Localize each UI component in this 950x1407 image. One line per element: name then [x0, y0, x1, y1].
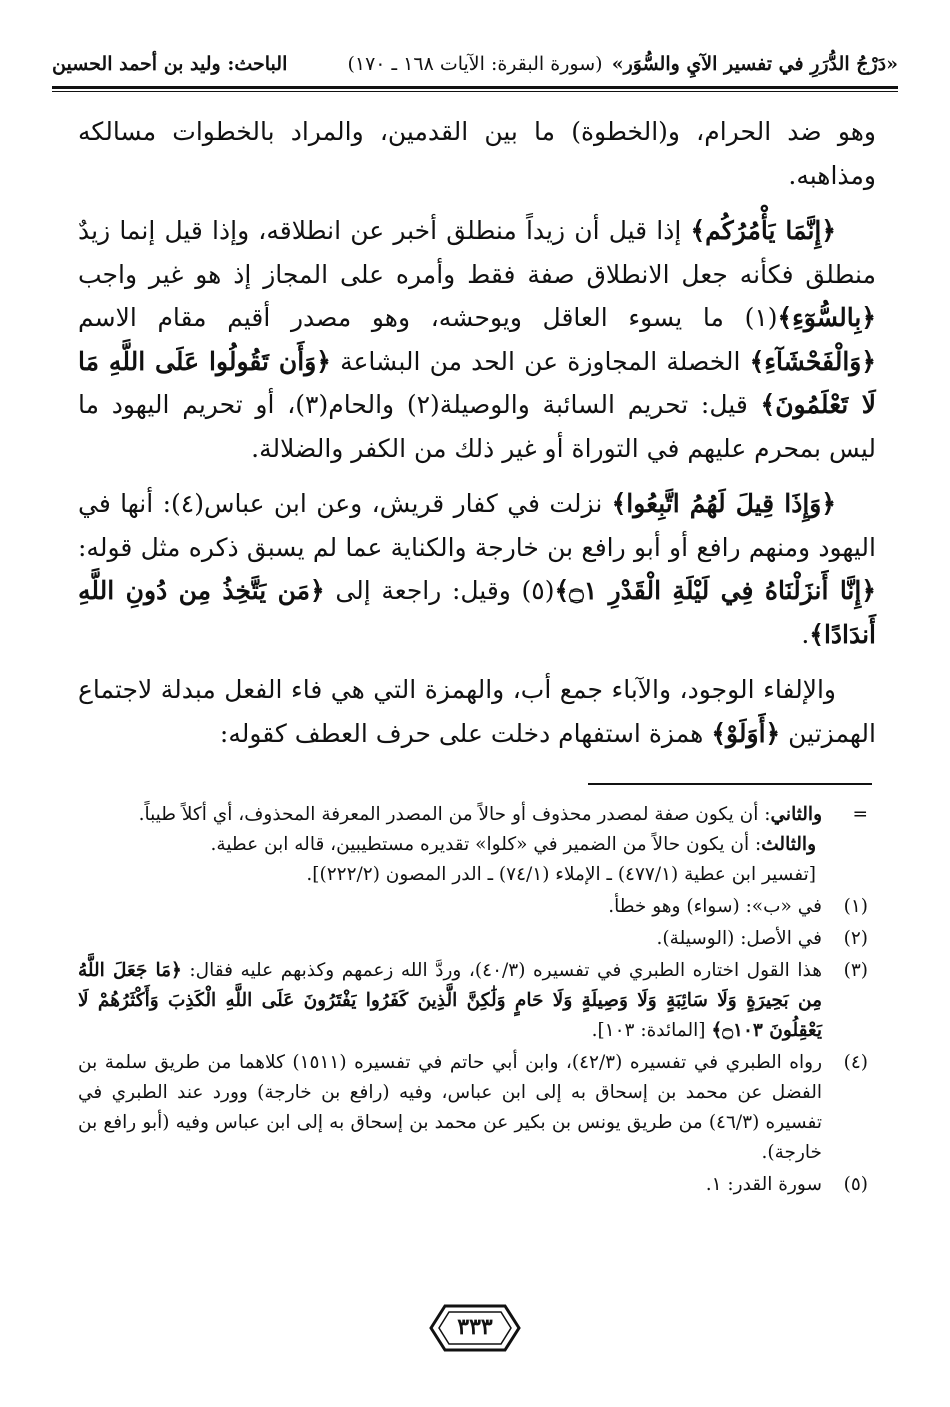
- quran-quote: ﴿مَن يَتَّخِذُ مِن دُونِ اللَّهِ أَندَادًا﴾: [78, 576, 876, 649]
- continuation-mark: =: [852, 804, 868, 825]
- footnote-4: [78, 1048, 868, 1168]
- header-rule: [52, 86, 898, 89]
- header-rule-thin: [52, 91, 898, 92]
- footnote-continuation: [78, 800, 868, 890]
- footnote-2: [78, 924, 868, 954]
- page-number-ornament: [425, 1300, 525, 1356]
- footnote-marker: (٤): [843, 1052, 868, 1073]
- page-number: ٣٣٣: [457, 1314, 493, 1340]
- footnote-1: [78, 892, 868, 922]
- footnote-text: : أن يكون صفة لمصدر محذوف أو حالاً من المصدر المعرفة المحذوف، أي أكلاً طيباً.: [138, 804, 771, 825]
- paragraph-3: [78, 482, 876, 656]
- book-title: «دَرْجُ الدُّرَرِ في تفسير الآيِ والسُّوَر»: [611, 53, 898, 75]
- quran-quote: ﴿وَإِذَا قِيلَ لَهُمُ اتَّبِعُوا﴾: [611, 489, 836, 518]
- paragraph-1: وهو ضد الحرام، و(الخطوة) ما بين القدمين، والمراد بالخطوات مسالكه ومذاهبه.: [78, 117, 876, 190]
- text-run: الخصلة المجاوزة عن الحد من البشاعة: [330, 346, 750, 376]
- text-run: .: [801, 619, 810, 649]
- author-name: الباحث: وليد بن أحمد الحسين: [52, 53, 288, 75]
- main-text: [78, 110, 876, 767]
- footnotes: [78, 800, 868, 1202]
- quran-quote: ﴿بِالسُّوٓءِ﴾: [777, 303, 876, 332]
- footnote-text: رواه الطبري في تفسيره (٤٢/٣)، وابن أبي حاتم في تفسيره (١٥١١) كلاهما من طريق سلمة بن الفضل عن محمد بن إسحاق به إلى ابن عباس، وفيه (رافع بن خارجة) وورد عند الطبري في تفسيره (٤٦/٣) من طريق يونس بن بكير عن محمد بن إسحاق به إلى ابن عباس وفيه (أبو رافع بن خارجة).: [78, 1052, 823, 1163]
- footnote-marker: (٣): [843, 960, 868, 981]
- footnote-references: [تفسير ابن عطية (٤٧٧/١) ـ الإملاء (٧٤/١) ـ الدر المصون (٢٢٢/٢)].: [306, 864, 816, 885]
- footnote-marker: (٥): [843, 1174, 868, 1195]
- footnote-text: هذا القول اختاره الطبري في تفسيره (٤٠/٣)، وردَّ الله زعمهم وكذبهم عليه فقال:: [181, 960, 822, 981]
- footnote-marker: (٢): [843, 928, 868, 949]
- quran-reference: [المائدة: ١٠٣].: [591, 1020, 712, 1041]
- footnote-5: [78, 1170, 868, 1200]
- text-run: قيل: تحريم السائبة والوصيلة(٢) والحام(٣)، أو تحريم اليهود ما ليس بمحرم عليهم في التوراة أو غير ذلك من الكفر والضلالة.: [78, 390, 876, 463]
- footnote-text: : أن يكون حالاً من الضمير في «كلوا» تقديره مستطيبين، قاله ابن عطية.: [210, 834, 762, 855]
- quran-quote: ﴿وَأَن تَقُولُوا عَلَى اللَّهِ مَا لَا تَعْلَمُونَ﴾: [78, 346, 876, 419]
- footnote-text: في «ب»: (سواء) وهو خطأ.: [608, 896, 822, 917]
- footnote-separator: [588, 783, 872, 785]
- running-header: [52, 46, 898, 82]
- paragraph-2: [78, 209, 876, 470]
- quran-quote: ﴿مَا جَعَلَ اللَّهُ مِن بَحِيرَةٍ وَلَا سَائِبَةٍ وَلَا وَصِيلَةٍ وَلَا حَامٍ وَلَٰكِنَّ الَّذِينَ كَفَرُوا يَفْتَرُونَ عَلَى اللَّهِ الْكَذِبَ وَأَكْثَرُهُمْ لَا يَعْقِلُونَ ۝١٠٣﴾: [78, 960, 822, 1041]
- text-run: (١) ما يسوء العاقل ويوحشه، وهو مصدر أقيم مقام الاسم: [78, 303, 778, 332]
- text-run: والإلفاء الوجود، والآباء جمع أب، والهمزة التي هي فاء الفعل مبدلة لاجتماع الهمزتين: [78, 675, 876, 748]
- footnote-3: [78, 956, 868, 1046]
- footnote-text: في الأصل: (الوسيلة).: [656, 928, 822, 949]
- footnote-text: سورة القدر: ١.: [705, 1174, 822, 1195]
- quran-quote: ﴿إِنَّمَا يَأْمُرُكُم﴾: [690, 216, 836, 245]
- footnote-label: والثاني: [770, 804, 822, 825]
- footnote-label: والثالث: [761, 834, 816, 855]
- quran-quote: ﴿وَالْفَحْشَآءِ﴾: [749, 346, 876, 376]
- footnote-marker: (١): [843, 896, 868, 917]
- text-run: إذا قيل أن زيداً منطلق أخبر عن انطلاقه، وإذا قيل إنما زيدٌ منطلق فكأنه جعل الانطلاق صفة فقط وأمره على المجاز إذ هو غير واجب: [78, 216, 876, 289]
- text-run: (٥) وقيل: راجعة إلى: [324, 576, 555, 605]
- text-run: همزة استفهام دخلت على حرف العطف كقوله:: [219, 718, 712, 748]
- quran-quote: ﴿أَوَلَوْ﴾: [711, 718, 781, 748]
- text-run: نزلت في كفار قريش، وعن ابن عباس(٤): أنها في اليهود ومنهم رافع أو أبو رافع بن خارجة والكناية عما لم يسبق ذكره مثل قوله:: [78, 489, 876, 562]
- paragraph-4: [78, 668, 876, 755]
- surah-range: (سورة البقرة: الآيات ١٦٨ ـ ١٧٠): [347, 53, 603, 75]
- quran-quote: ﴿إِنَّا أَنزَلْنَاهُ فِي لَيْلَةِ الْقَدْرِ ۝١﴾: [554, 576, 876, 605]
